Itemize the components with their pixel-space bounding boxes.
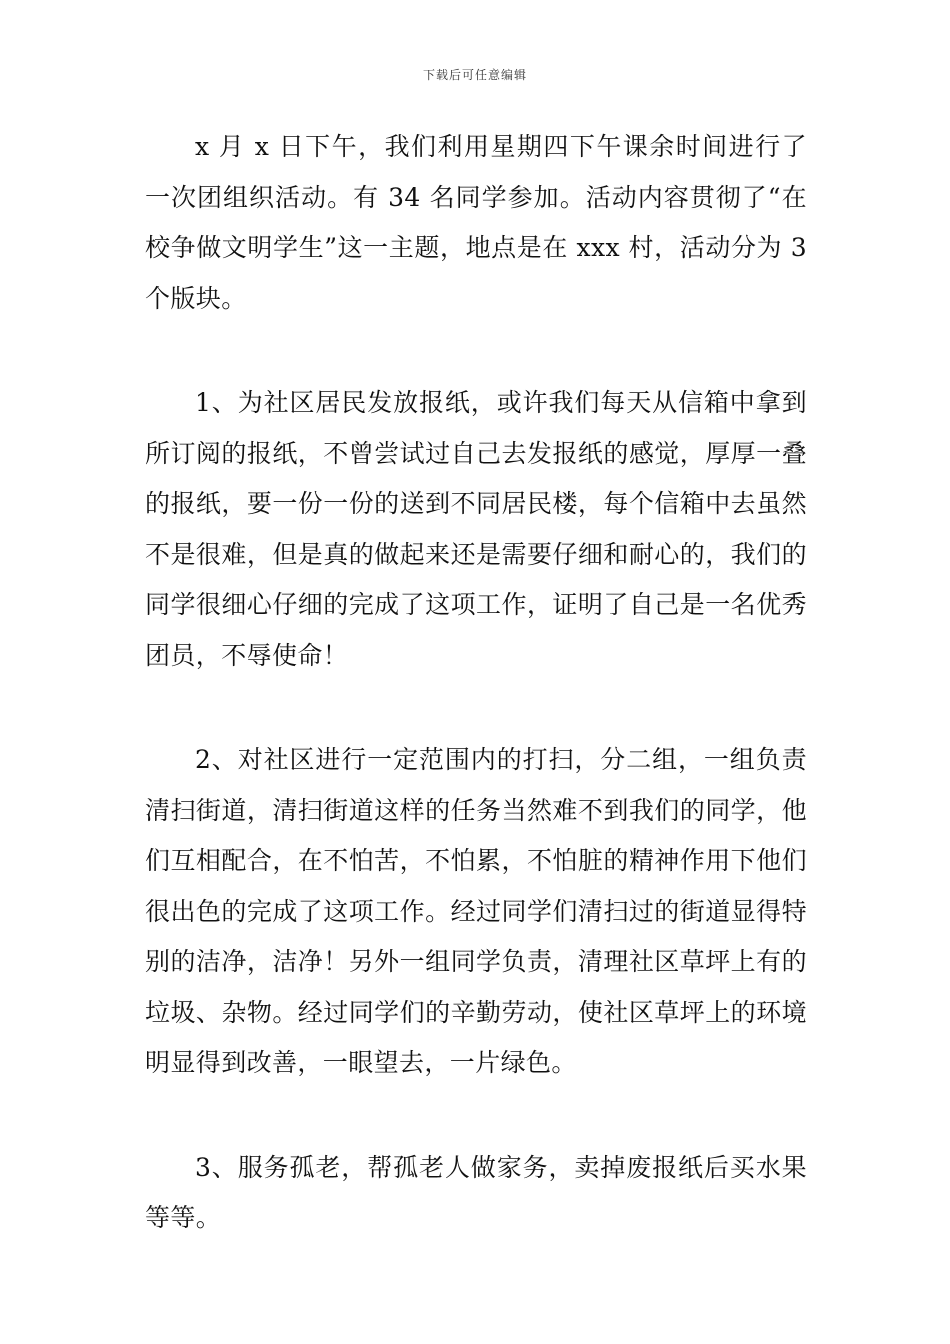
- paragraph-intro: x 月 x 日下午，我们利用星期四下午课余时间进行了一次团组织活动。有 34 名同学参加。活动内容贯彻了“在校争做文明学生”这一主题，地点是在 xxx 村，活动分为 3 个版块。: [145, 132, 807, 313]
- header-note: 下载后可任意编辑: [422, 68, 527, 82]
- paragraph-item-2: 2、对社区进行一定范围内的打扫，分二组，一组负责清扫街道，清扫街道这样的任务当然难不到我们的同学，他们互相配合，在不怕苦，不怕累，不怕脏的精神作用下他们很出色的完成了这项工作。经过同学们清扫过的街道显得特别的洁净，洁净！另外一组同学负责，清理社区草坪上有的垃圾、杂物。经过同学们的辛勤劳动，使社区草坪上的环境明显得到改善，一眼望去，一片绿色。: [145, 745, 807, 1077]
- paragraph-item-3: 3、服务孤老，帮孤老人做家务，卖掉废报纸后买水果等等。: [145, 1152, 807, 1232]
- paragraph-item-1: 1、为社区居民发放报纸，或许我们每天从信箱中拿到所订阅的报纸，不曾尝试过自己去发报纸的感觉，厚厚一叠的报纸，要一份一份的送到不同居民楼，每个信箱中去虽然不是很难，但是真的做起来还是需要仔细和耐心的，我们的同学很细心仔细的完成了这项工作，证明了自己是一名优秀团员，不辱使命！: [145, 388, 807, 670]
- document-body: [145, 122, 807, 1244]
